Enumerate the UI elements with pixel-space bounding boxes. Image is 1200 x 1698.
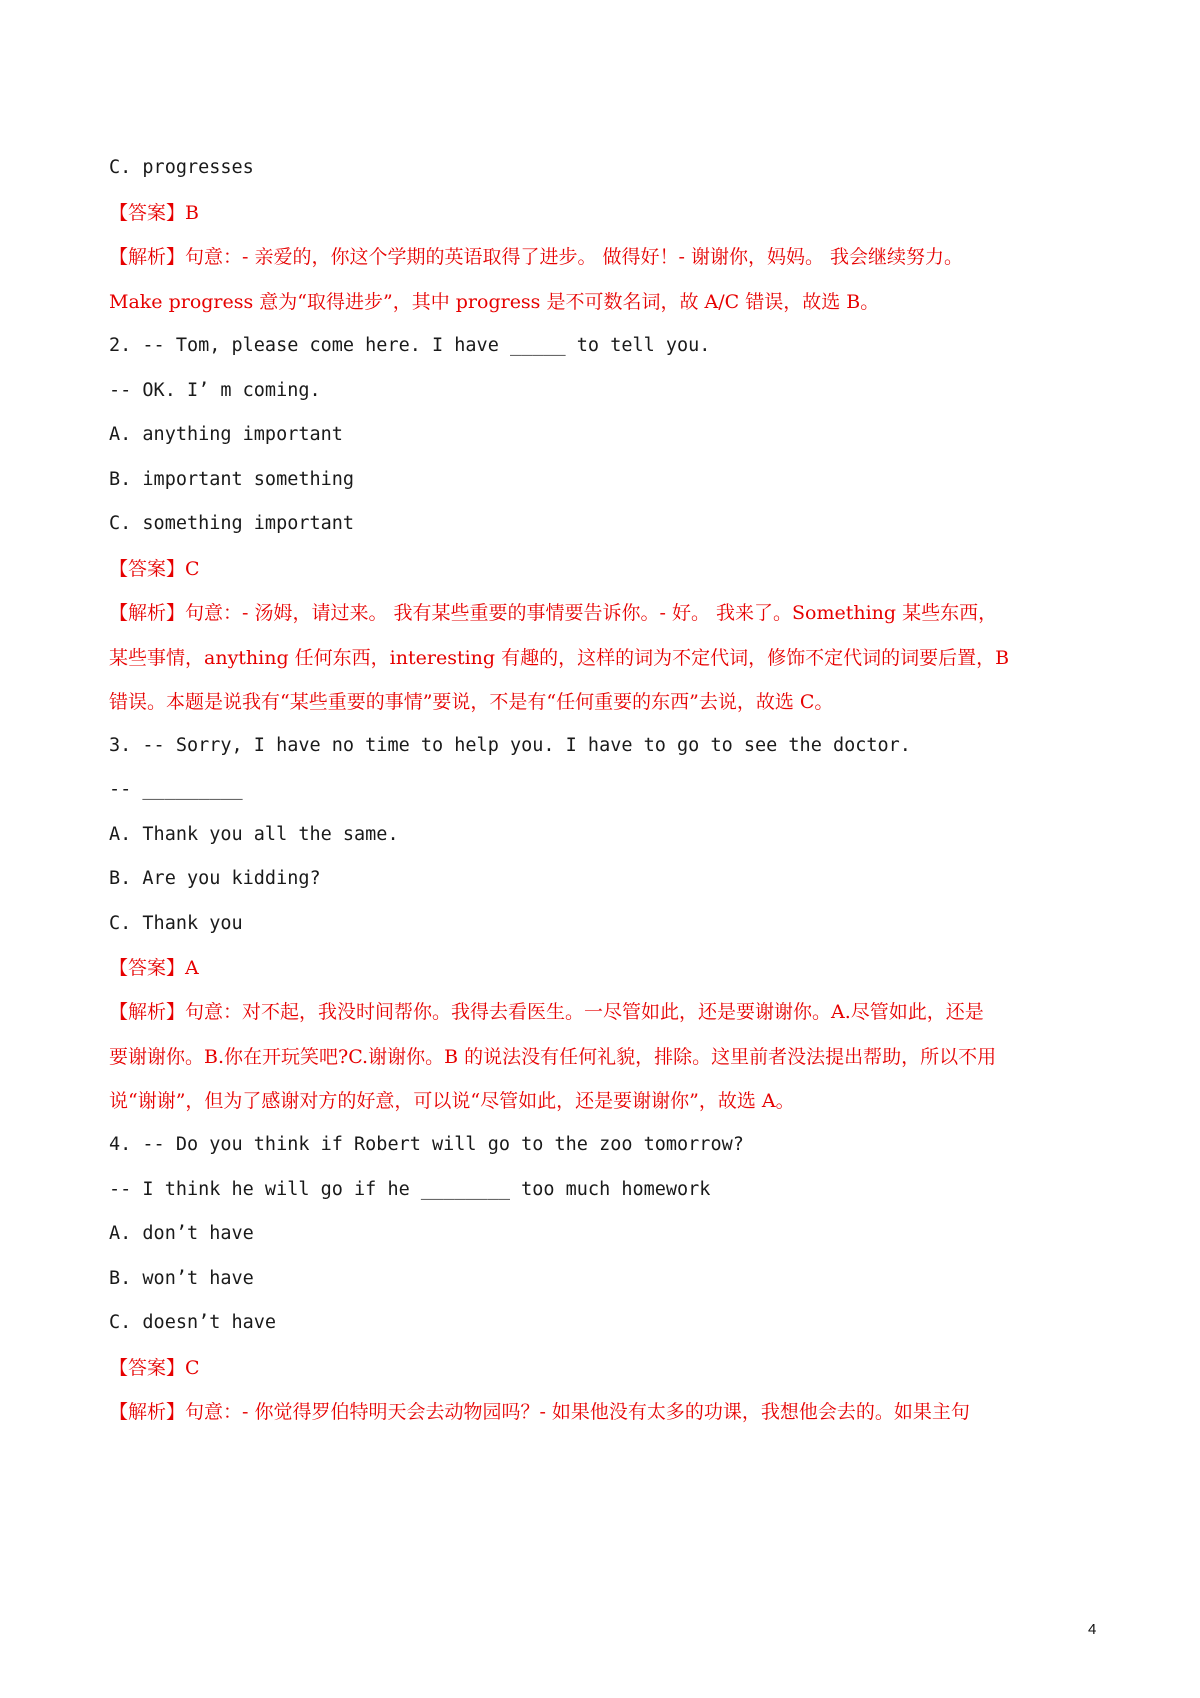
option-b-q4: B. won’t have bbox=[109, 1268, 254, 1289]
option-a-q4: A. don’t have bbox=[109, 1223, 254, 1244]
explanation-q3-line1: 【解析】句意：对不起，我没时间帮你。我得去看医生。一尽管如此，还是要谢谢你。A.尽管如此，还是 bbox=[109, 1001, 984, 1023]
answer-q4: 【答案】C bbox=[109, 1357, 200, 1379]
page-number: 4 bbox=[1088, 1621, 1097, 1638]
question-3: 3. -- Sorry, I have no time to help you. I have to go to see the doctor. bbox=[109, 735, 911, 756]
question-4: 4. -- Do you think if Robert will go to the zoo tomorrow? bbox=[109, 1134, 744, 1155]
option-a-q3: A. Thank you all the same. bbox=[109, 824, 399, 845]
answer-q3: 【答案】A bbox=[109, 957, 199, 979]
option-c-q3: C. Thank you bbox=[109, 913, 243, 934]
option-b-q2: B. important something bbox=[109, 469, 355, 490]
answer-q1: 【答案】B bbox=[109, 202, 199, 224]
explanation-q2-line1: 【解析】句意：- 汤姆，请过来。 我有某些重要的事情要告诉你。- 好。 我来了。Something 某些东西， bbox=[109, 602, 998, 624]
explanation-q2-line3: 错误。本题是说我有“某些重要的事情”要说，不是有“任何重要的东西”去说，故选 C。 bbox=[109, 691, 834, 713]
option-c-q2: C. something important bbox=[109, 513, 355, 534]
option-a-q2: A. anything important bbox=[109, 424, 343, 445]
question-3-reply: -- _________ bbox=[109, 779, 243, 800]
option-c-q1: C. progresses bbox=[109, 157, 254, 178]
explanation-q3-line2: 要谢谢你。B.你在开玩笑吧?C.谢谢你。B 的说法没有任何礼貌，排除。这里前者没法提出帮助，所以不用 bbox=[109, 1046, 997, 1068]
explanation-q1-line2: Make progress 意为“取得进步”，其中 progress 是不可数名词，故 A/C 错误，故选 B。 bbox=[109, 291, 880, 313]
explanation-q2-line2: 某些事情，anything 任何东西，interesting 有趣的，这样的词为不定代词，修饰不定代词的词要后置，B bbox=[109, 647, 1010, 669]
explanation-q3-line3: 说“谢谢”，但为了感谢对方的好意，可以说“尽管如此，还是要谢谢你”，故选 A。 bbox=[109, 1090, 795, 1112]
explanation-q4-line1: 【解析】句意：- 你觉得罗伯特明天会去动物园吗？- 如果他没有太多的功课，我想他会去的。如果主句 bbox=[109, 1401, 970, 1423]
question-2: 2. -- Tom, please come here. I have _____ to tell you. bbox=[109, 335, 711, 356]
explanation-q1-line1: 【解析】句意：- 亲爱的，你这个学期的英语取得了进步。 做得好！- 谢谢你，妈妈。 我会继续努力。 bbox=[109, 246, 964, 268]
option-b-q3: B. Are you kidding? bbox=[109, 868, 321, 889]
question-2-reply: -- OK. I’ m coming. bbox=[109, 380, 321, 401]
question-4-reply: -- I think he will go if he ________ too much homework bbox=[109, 1179, 711, 1200]
option-c-q4: C. doesn’t have bbox=[109, 1312, 277, 1333]
answer-q2: 【答案】C bbox=[109, 558, 200, 580]
